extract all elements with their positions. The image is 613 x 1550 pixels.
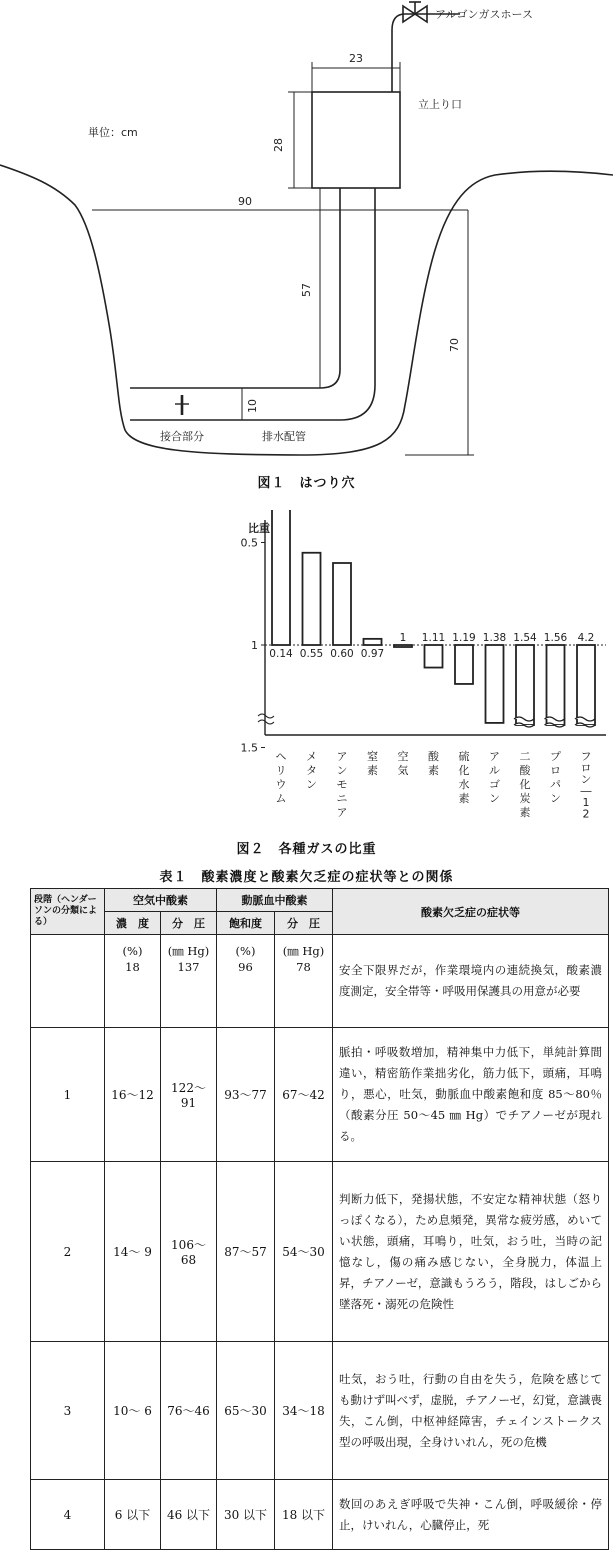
header-concentration: 濃 度	[105, 912, 161, 935]
riser-label: 立上り口	[418, 98, 462, 111]
header-saturation: 飽和度	[217, 912, 275, 935]
data-label: 1.56	[543, 632, 568, 644]
cell-pressure: 122～91	[161, 1028, 217, 1162]
cell-pressure-blood: 18 以下	[275, 1480, 333, 1550]
axis-break	[258, 714, 274, 724]
category-label: メタン	[306, 750, 317, 791]
cell-stage: 4	[31, 1480, 105, 1550]
table1-caption: 表１ 酸素濃度と酸素欠乏症の症状等との関係	[159, 870, 454, 885]
category-label: 二酸化炭素	[519, 750, 531, 819]
category-label: 酸素	[428, 750, 439, 777]
category-label: 窒素	[367, 750, 378, 777]
y-tick-label: 1.5	[240, 741, 258, 755]
dim-10: 10	[246, 399, 259, 413]
table-row	[31, 1162, 609, 1342]
bar	[516, 645, 534, 725]
bar	[333, 563, 351, 645]
y-axis-label: 比重	[248, 522, 270, 535]
table-row	[31, 935, 609, 1028]
category-label: 空気	[397, 750, 409, 777]
cell-symptoms: 数回のあえぎ呼吸で失神・こん倒，呼吸緩徐・停止，けいれん，心臓停止，死	[333, 1480, 609, 1550]
cell-symptoms: 脈拍・呼吸数増加，精神集中力低下，単純計算間違い，精密筋作業拙劣化，筋力低下，頭痛，耳鳴り，悪心，吐気，動脈血中酸素飽和度 85～80％（酸素分圧 50～45 ㎜ Hg）でチアノーゼが現れる。	[333, 1028, 609, 1162]
cell-symptoms: 吐気，おう吐，行動の自由を失う，危険を感じても動けず叫べず，虚脱，チアノーゼ，幻覚，意識喪失，こん倒，中枢神経障害，チェインストークス型の呼吸出現，全身けいれん，死の危機	[333, 1342, 609, 1480]
hose-label: アルゴンガスホース	[435, 8, 534, 21]
cell-pressure-blood: 67～42	[275, 1028, 333, 1162]
cell-pressure-blood: (㎜ Hg) 78	[275, 935, 333, 1028]
cell-concentration: 14～ 9	[105, 1162, 161, 1342]
category-label: 硫化水素	[458, 750, 470, 805]
header-air-oxygen: 空気中酸素	[105, 889, 217, 912]
y-tick-label: 0.5	[240, 536, 258, 550]
cell-stage: 2	[31, 1162, 105, 1342]
figure1-caption: 図１ はつり穴	[257, 476, 356, 491]
dim-57: 57	[300, 283, 313, 297]
figure2-chart	[0, 510, 613, 840]
cell-pressure: 76～46	[161, 1342, 217, 1480]
data-label: 1.19	[452, 632, 476, 644]
drain-label: 排水配管	[262, 430, 306, 443]
data-label: 0.55	[299, 648, 324, 660]
data-label: 1.38	[482, 632, 507, 644]
dim-28: 28	[272, 138, 285, 152]
data-label: 1.11	[421, 632, 446, 644]
bar	[272, 510, 290, 645]
data-label: 0.14	[269, 648, 293, 660]
category-label: プロパン	[550, 750, 561, 805]
cell-stage: 3	[31, 1342, 105, 1480]
cell-pressure: 46 以下	[161, 1480, 217, 1550]
cell-pressure: (㎜ Hg) 137	[161, 935, 217, 1028]
cell-saturation: 87～57	[217, 1162, 275, 1342]
cell-saturation: (%) 96	[217, 935, 275, 1028]
bar	[486, 645, 504, 723]
cell-saturation: 93～77	[217, 1028, 275, 1162]
y-tick-label: 1	[251, 639, 258, 652]
data-label: 1	[399, 632, 407, 644]
header-pressure: 分 圧	[161, 912, 217, 935]
cell-stage	[31, 935, 105, 1028]
cell-saturation: 65～30	[217, 1342, 275, 1480]
bar	[577, 645, 595, 725]
category-label: アルゴン	[489, 750, 500, 805]
joint-label: 接合部分	[160, 430, 204, 443]
header-blood-oxygen: 動脈血中酸素	[217, 889, 333, 912]
cell-pressure: 106～68	[161, 1162, 217, 1342]
header-pressure-blood: 分 圧	[275, 912, 333, 935]
bar	[364, 639, 382, 645]
dim-90: 90	[238, 195, 252, 208]
table1	[30, 888, 608, 1550]
figure2-caption: 図２ 各種ガスの比重	[236, 842, 377, 857]
header-stage: 段階（ヘンダーソンの分類による）	[31, 889, 105, 935]
table-row	[31, 1028, 609, 1162]
cell-pressure-blood: 34～18	[275, 1342, 333, 1480]
pit-outline	[0, 165, 613, 455]
dim-23: 23	[349, 52, 363, 65]
unit-label: 単位：cm	[88, 126, 138, 139]
table-row	[31, 1480, 609, 1550]
data-label: 0.60	[330, 648, 354, 660]
bar	[455, 645, 473, 684]
category-label: ヘリウム	[275, 750, 287, 805]
category-label: アンモニア	[336, 750, 348, 819]
data-label: 4.2	[577, 632, 595, 644]
bar	[547, 645, 565, 725]
cell-symptoms: 安全下限界だが，作業環境内の連続換気，酸素濃度測定，安全帯等・呼吸用保護具の用意が必要	[333, 935, 609, 1028]
hose-line	[392, 14, 460, 92]
data-label: 0.97	[360, 648, 385, 660]
cell-pressure-blood: 54～30	[275, 1162, 333, 1342]
cell-concentration: 10～ 6	[105, 1342, 161, 1480]
table-row	[31, 1342, 609, 1480]
riser-box	[312, 92, 400, 188]
cell-concentration: 6 以下	[105, 1480, 161, 1550]
figure1-diagram	[0, 0, 613, 470]
cell-symptoms: 判断力低下，発揚状態，不安定な精神状態（怒りっぽくなる），ため息頻発，異常な疲労感，めいてい状態，頭痛，耳鳴り，吐気，おう吐，当時の記憶なし，傷の痛み感じない，全身脱力，体温上昇，チアノーゼ，意識もうろう，階段，はしごから墜落死・溺死の危険性	[333, 1162, 609, 1342]
dim-70: 70	[448, 338, 461, 352]
bar	[394, 645, 412, 647]
cell-concentration: 16～12	[105, 1028, 161, 1162]
cell-saturation: 30 以下	[217, 1480, 275, 1550]
header-symptoms: 酸素欠乏症の症状等	[333, 889, 609, 935]
cell-concentration: (%) 18	[105, 935, 161, 1028]
data-label: 1.54	[513, 632, 537, 644]
bar	[303, 553, 321, 645]
cell-stage: 1	[31, 1028, 105, 1162]
bar	[425, 645, 443, 668]
category-label: フロン― 1 2	[580, 750, 592, 821]
